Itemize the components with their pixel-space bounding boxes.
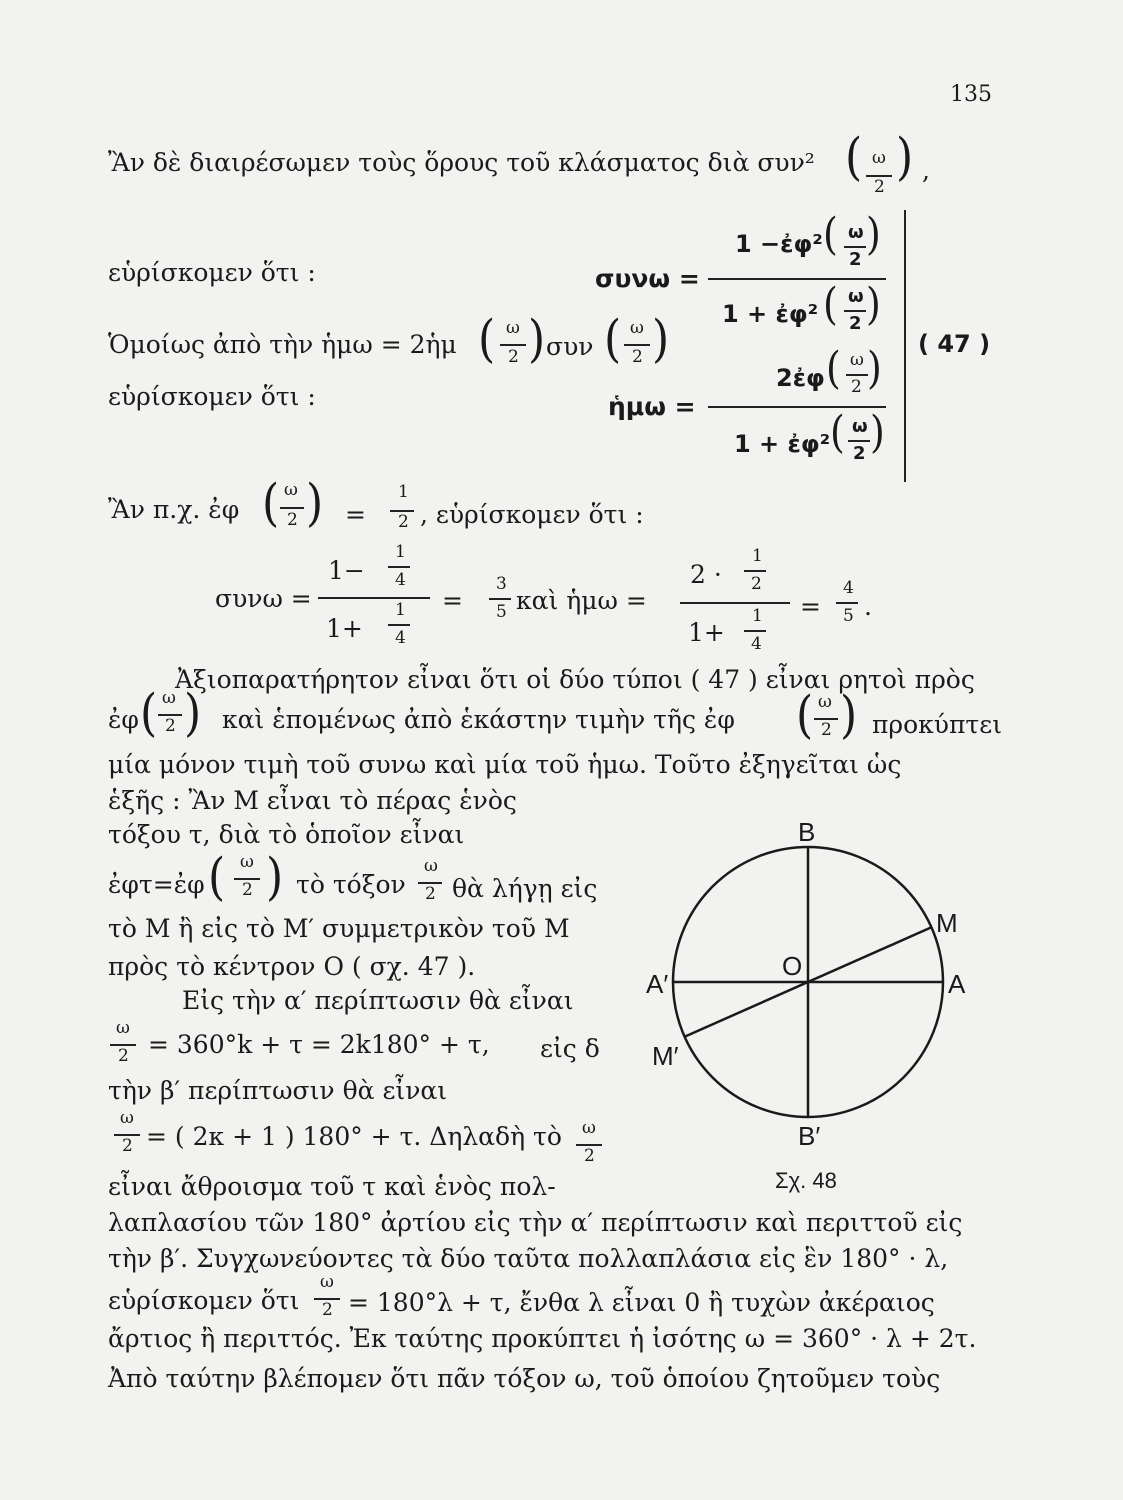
p2-l8-omega: ω xyxy=(320,1272,334,1292)
eyriskomen-1: εὑρίσκομεν ὅτι : xyxy=(108,258,316,287)
p1-line1: Ἀξιοπαρατήρητον εἶναι ὅτι οἱ δύο τύποι ( 47 ) εἶναι ρητοὶ πρὸς xyxy=(175,665,975,694)
p2-line2-b: εἰς δ xyxy=(540,1034,600,1063)
p1-l2-two-1: 2 xyxy=(165,716,176,736)
p1-l6-omega-1: ω xyxy=(240,852,254,872)
p1-line3: μία μόνον τιμὴ τοῦ συνω καὶ μία τοῦ ἡμω. Τοῦτο ἐξηγεῖται ὡς xyxy=(108,750,902,779)
p2-line4: = ( 2κ + 1 ) 180° + τ. Δηλαδὴ τὸ xyxy=(146,1122,562,1151)
p1-line6-c: θὰ λήγῃ εἰς xyxy=(452,874,598,903)
syn-lhs: συνω = xyxy=(595,264,700,293)
ex2-period: . xyxy=(864,592,872,621)
p1-l6-omega-2: ω xyxy=(424,856,438,876)
ex-den-one: 1 xyxy=(395,600,406,620)
p1-l2-omega-1: ω xyxy=(162,688,176,708)
ex2-den-1plus: 1+ xyxy=(688,618,725,647)
anpx-two-den: 2 xyxy=(398,512,409,532)
num2: 2ἐφ xyxy=(776,364,825,392)
den2: 1 + ἐφ² xyxy=(734,430,831,458)
ex2-num-2dot: 2 · xyxy=(690,560,722,589)
num2-two: 2 xyxy=(851,377,862,397)
ex2-four: 4 xyxy=(843,578,854,598)
p2-line5: εἶναι ἄθροισμα τοῦ τ καὶ ἑνὸς πολ- xyxy=(108,1172,556,1201)
p2-line7: τὴν β′. Συγχωνεύοντες τὰ δύο ταῦτα πολλαπλάσια εἰς ἓν 180° · λ, xyxy=(108,1244,949,1273)
p2-line10: Ἀπὸ ταύτην βλέπομεν ὅτι πᾶν τόξον ω, τοῦ ὁποίου ζητοῦμεν τοὺς xyxy=(108,1364,941,1393)
ex-three: 3 xyxy=(496,574,507,594)
intro-line: Ἂν δὲ διαιρέσωμεν τοὺς ὅρους τοῦ κλάσματος διὰ συν² xyxy=(108,148,815,177)
p2-l2-omega: ω xyxy=(116,1018,130,1038)
p2-l2-two: 2 xyxy=(118,1046,129,1066)
ex-num-one: 1 xyxy=(395,542,406,562)
ex-num-four: 4 xyxy=(395,570,406,590)
omoios-line: Ὁμοίως ἀπὸ τὴν ἡμω = 2ἡμ xyxy=(108,330,457,359)
equation-brace xyxy=(900,210,906,482)
p1-line5: τόξου τ, διὰ τὸ ὁποῖον εἶναι xyxy=(108,820,465,849)
label-B: B xyxy=(798,817,816,847)
frac-2-den: 2 xyxy=(874,177,885,197)
anpx-eq: = xyxy=(345,500,366,529)
p1-line6-b: τὸ τόξον xyxy=(296,870,406,899)
p1-l6-two-1: 2 xyxy=(242,880,253,900)
p2-line1: Εἰς τὴν α′ περίπτωσιν θὰ εἶναι xyxy=(182,986,574,1015)
p1-line8: πρὸς τὸ κέντρον O ( σχ. 47 ). xyxy=(108,952,476,981)
p2-line9: ἄρτιος ἢ περιττός. Ἐκ ταύτης προκύπτει ἡ ἰσότης ω = 360° · λ + 2τ. xyxy=(108,1324,977,1353)
figure-48 xyxy=(630,815,990,1165)
ex-den-1plus: 1+ xyxy=(326,614,363,643)
num1-omega: ω xyxy=(848,222,864,243)
p2-line3: τὴν β′ περίπτωσιν θὰ εἶναι xyxy=(108,1076,448,1105)
label-Mp: M′ xyxy=(652,1041,679,1071)
den1: 1 + ἐφ² xyxy=(722,300,819,328)
p1-line6-a: ἐφτ=ἐφ xyxy=(108,870,205,899)
ex2-num-two: 2 xyxy=(751,574,762,594)
num1: 1 −ἐφ² xyxy=(735,230,823,258)
den1-omega: ω xyxy=(848,286,864,307)
ex-den-four: 4 xyxy=(395,628,406,648)
ex2-num-one: 1 xyxy=(752,546,763,566)
anpx-two: 2 xyxy=(287,510,298,530)
page-number: 135 xyxy=(950,82,992,107)
omoios-two-1: 2 xyxy=(508,347,519,367)
ex-eq-1: = xyxy=(442,586,463,615)
paren-close: ) xyxy=(896,128,914,187)
p1-l2-two-2: 2 xyxy=(821,720,832,740)
kai-hm: καὶ ἡμω = xyxy=(516,586,647,615)
label-O: O xyxy=(782,951,803,981)
p2-l4-omega-b: ω xyxy=(582,1118,596,1138)
den2-two: 2 xyxy=(853,443,866,464)
num1-two: 2 xyxy=(849,249,862,270)
ex2-den-four: 4 xyxy=(751,634,762,654)
p2-l4-omega: ω xyxy=(120,1108,134,1128)
ex2-eq: = xyxy=(800,592,821,621)
p1-line7: τὸ M ἢ εἰς τὸ M′ συμμετρικὸν τοῦ M xyxy=(108,914,570,943)
anpx-omega: ω xyxy=(284,480,298,500)
p2-line6: λαπλασίου τῶν 180° ἀρτίου εἰς τὴν α′ περίπτωσιν καὶ περιττοῦ εἰς xyxy=(108,1208,963,1237)
p1-line2-c: προκύπτει xyxy=(872,710,1003,739)
den2-omega: ω xyxy=(852,416,868,437)
omoios-omega-1: ω xyxy=(506,318,520,338)
ex-five: 5 xyxy=(496,602,507,622)
omoios-two-2: 2 xyxy=(632,347,643,367)
frac-omega-num: ω xyxy=(872,148,886,168)
anpx-one: 1 xyxy=(398,482,409,502)
p2-line2: = 360°k + τ = 2k180° + τ, xyxy=(148,1030,490,1059)
p1-l2-omega-2: ω xyxy=(818,692,832,712)
hm-lhs: ἡμω = xyxy=(608,392,696,421)
p1-line2-a: ἐφ xyxy=(108,705,139,734)
num2-omega: ω xyxy=(850,350,864,370)
p1-line4: ἑξῆς : Ἂν M εἶναι τὸ πέρας ἑνὸς xyxy=(108,786,517,815)
omoios-omega-2: ω xyxy=(630,318,644,338)
paren-open: ( xyxy=(845,128,863,187)
comma: , xyxy=(922,156,930,185)
p2-l4-two-b: 2 xyxy=(584,1146,595,1166)
p2-line8-b: = 180°λ + τ, ἔνθα λ εἶναι 0 ἢ τυχὼν ἀκέραιος xyxy=(348,1288,935,1317)
label-Bp: B′ xyxy=(798,1121,821,1151)
figure-caption: Σχ. 48 xyxy=(775,1168,837,1193)
eyr-after: , εὑρίσκομεν ὅτι : xyxy=(420,500,644,529)
label-Ap: A′ xyxy=(646,969,669,999)
label-A: A xyxy=(948,969,966,999)
den1-two: 2 xyxy=(849,313,862,334)
p1-l6-two-2: 2 xyxy=(425,884,436,904)
label-M: M xyxy=(936,908,958,938)
p2-line8-a: εὑρίσκομεν ὅτι xyxy=(108,1286,300,1315)
p1-line2-b: καὶ ἑπομένως ἀπὸ ἑκάστην τιμὴν τῆς ἐφ xyxy=(222,705,735,734)
eyriskomen-2: εὑρίσκομεν ὅτι : xyxy=(108,382,316,411)
p2-l8-two: 2 xyxy=(322,1300,333,1320)
p2-l4-two: 2 xyxy=(122,1136,133,1156)
ex2-den-one: 1 xyxy=(752,606,763,626)
ex-num-1minus: 1− xyxy=(328,556,365,585)
syn-ex: συνω = xyxy=(215,584,312,613)
ex2-five: 5 xyxy=(843,606,854,626)
omoios-syn: συν xyxy=(546,332,594,361)
equation-number: ( 47 ) xyxy=(918,330,991,358)
an-px: Ἂν π.χ. ἐφ xyxy=(108,495,240,524)
